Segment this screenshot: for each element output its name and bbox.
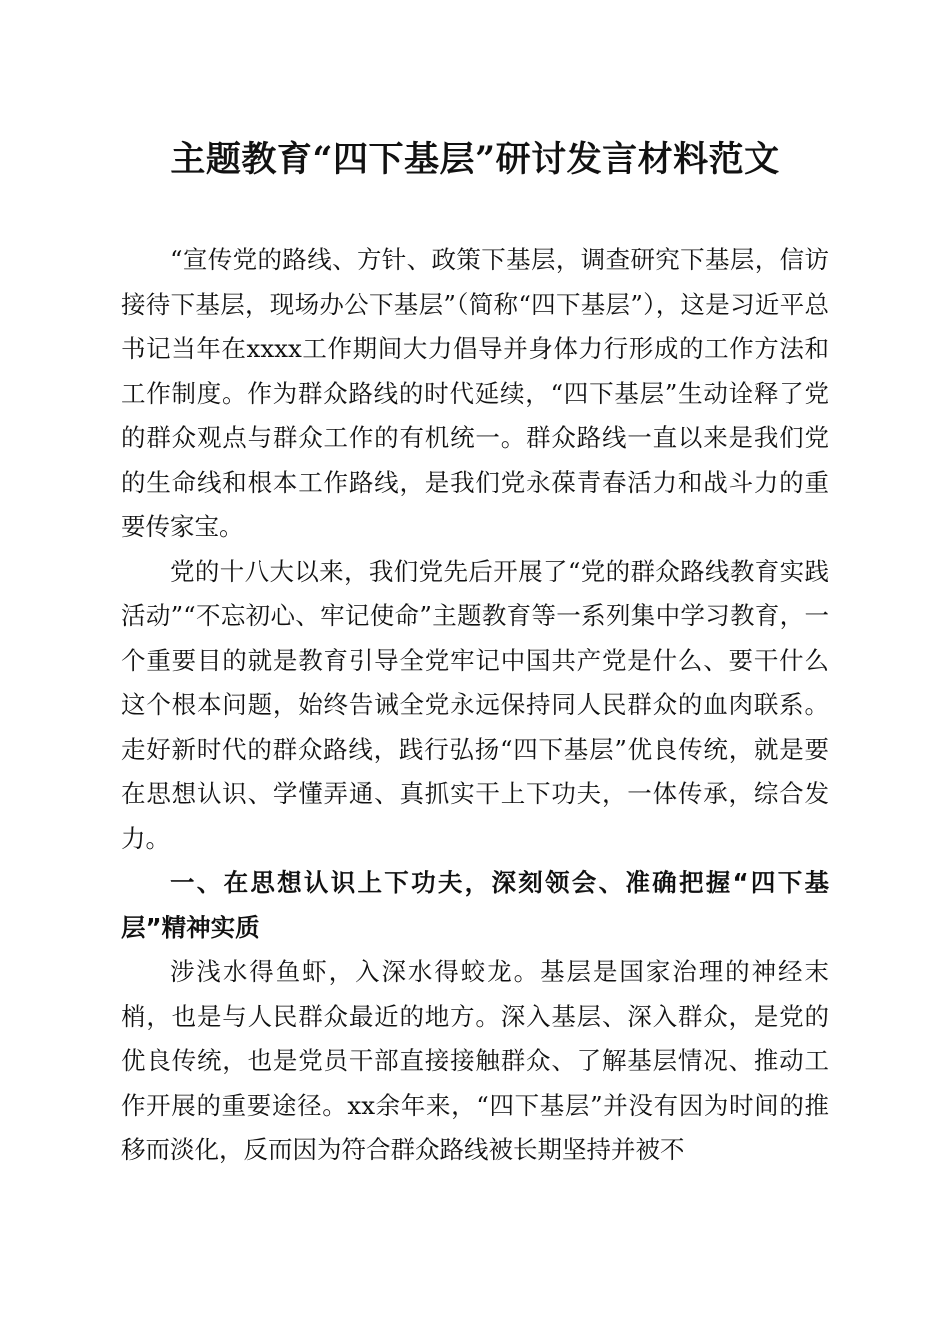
section-heading-1: 一、在思想认识上下功夫，深刻领会、准确把握“四下基层”精神实质 [121, 868, 829, 942]
body-paragraph-2: 党的十八大以来，我们党先后开展了“党的群众路线教育实践活动”“不忘初心、牢记使命”主题教育等一系列集中学习教育，一个重要目的就是教育引导全党牢记中国共产党是什么、要干什么这个根本问题，始终告诫全党永远保持同人民群众的血肉联系。走好新时代的群众路线，践行弘扬“四下基层”优良传统，就是要在思想认识、学懂弄通、真抓实干上下功夫，一体传承，综合发力。 [121, 556, 829, 853]
body-paragraph-3: 涉浅水得鱼虾，入深水得蛟龙。基层是国家治理的神经末梢，也是与人民群众最近的地方。深入基层、深入群众，是党的优良传统，也是党员干部直接接触群众、了解基层情况、推动工作开展的重要途径。xx余年来，“四下基层”并没有因为时间的推移而淡化，反而因为符合群众路线被长期坚持并被不 [121, 957, 829, 1164]
document-title: 主题教育“四下基层”研讨发言材料范文 [170, 139, 780, 180]
body-paragraph-1: “宣传党的路线、方针、政策下基层，调查研究下基层，信访接待下基层，现场办公下基层”（简称“四下基层”），这是习近平总书记当年在xxxx工作期间大力倡导并身体力行形成的工作方法和工作制度。作为群众路线的时代延续，“四下基层”生动诠释了党的群众观点与群众工作的有机统一。群众路线一直以来是我们党的生命线和根本工作路线，是我们党永葆青春活力和战斗力的重要传家宝。 [121, 245, 829, 541]
document-body [121, 238, 829, 1173]
